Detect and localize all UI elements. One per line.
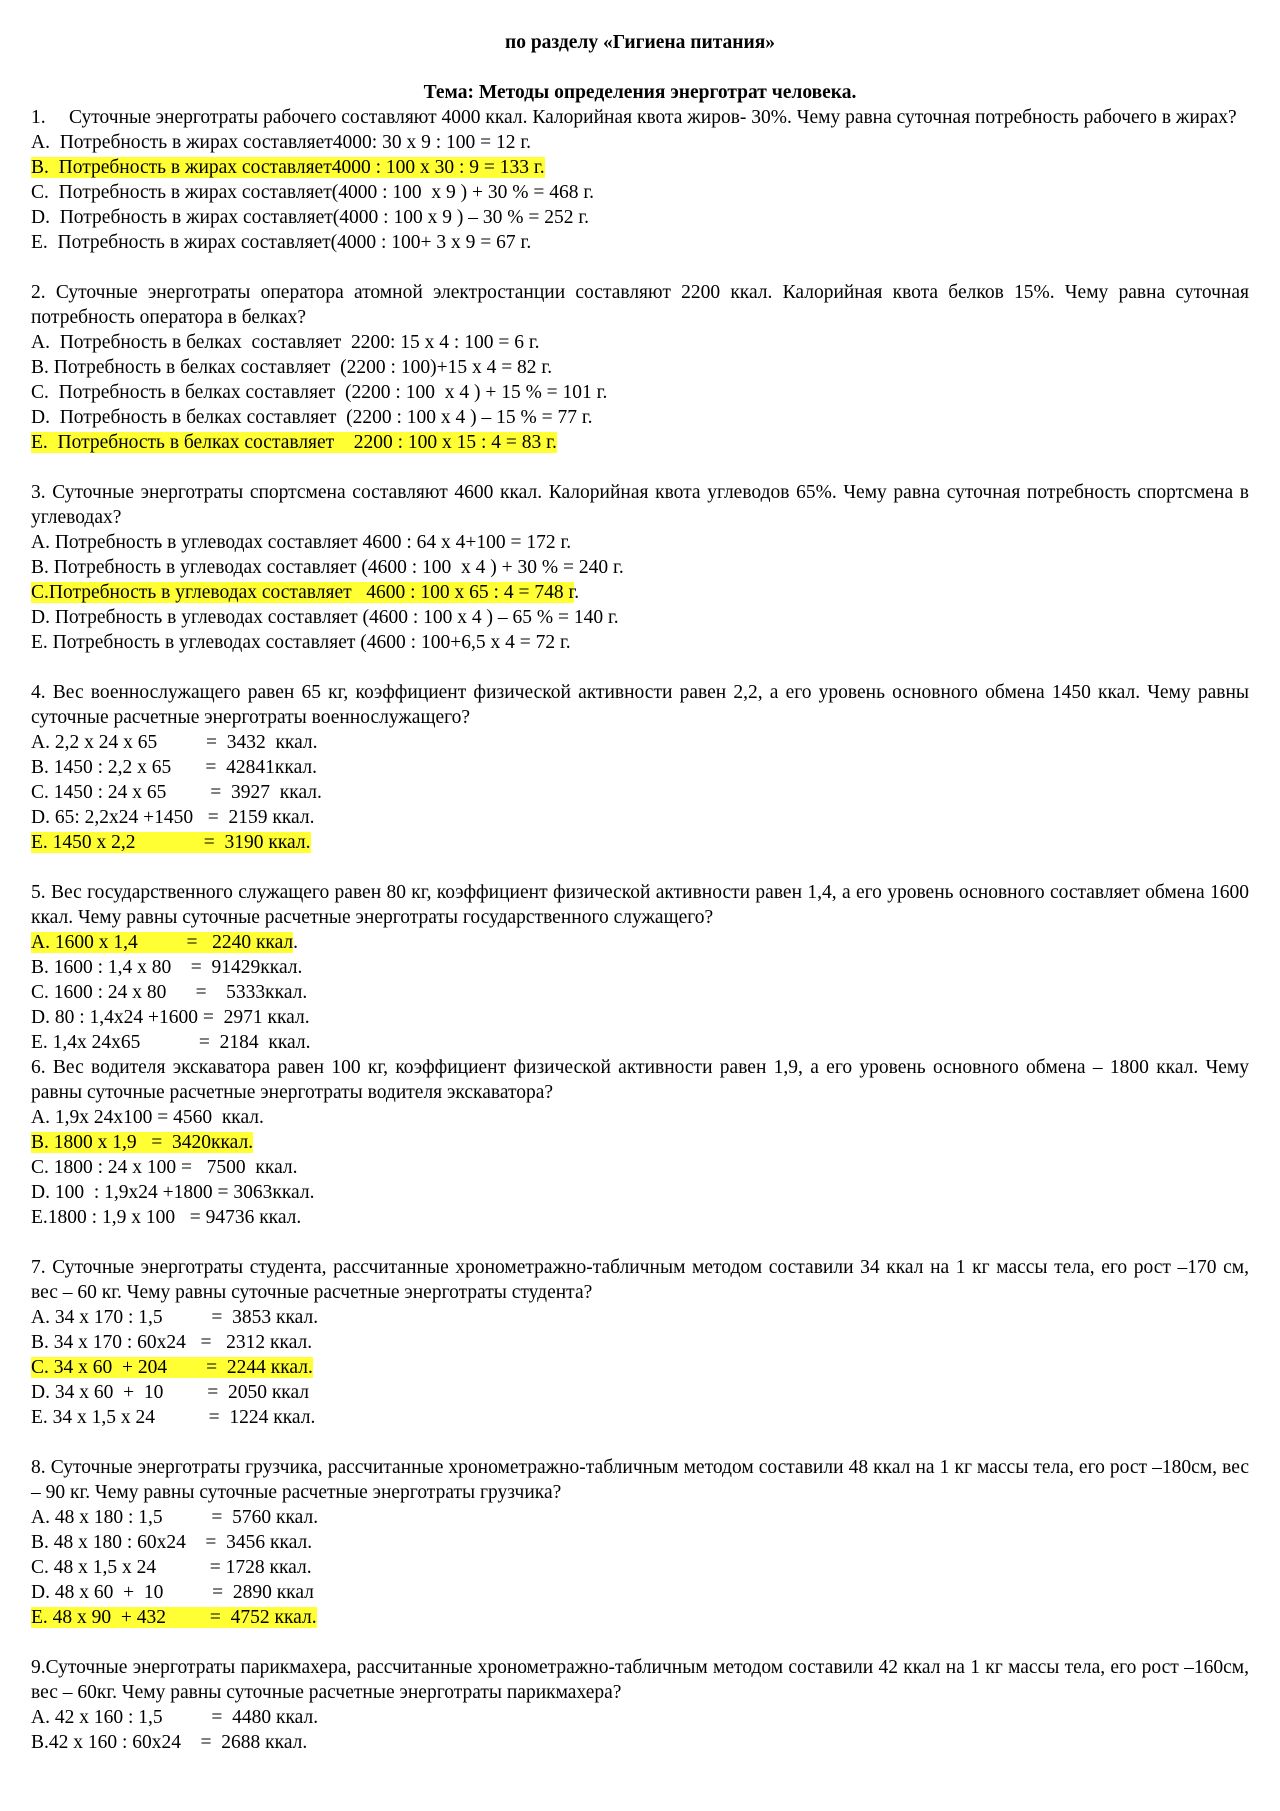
answer-text: A. 2,2 x 24 x 65 = 3432 ккал. [31,732,318,753]
answer-option [31,1555,1249,1580]
answer-text: E.1800 : 1,9 x 100 = 94736 ккал. [31,1207,302,1228]
correct-answer-text: B. 1800 x 1,9 = 3420ккал. [31,1132,254,1153]
question-list [31,105,1249,1755]
answer-text: D. 100 : 1,9x24 +1800 = 3063ккал. [31,1182,315,1203]
answer-option [31,730,1249,755]
answer-option [31,1130,1249,1155]
spacer [31,1230,1249,1255]
answer-option [31,205,1249,230]
spacer [31,1430,1249,1455]
section-title: по разделу «Гигиена питания» [504,32,776,53]
spacer [31,55,1249,80]
answer-text: C. Потребность в белках составляет (2200 : 100 x 4 ) + 15 % = 101 г. [31,382,608,403]
answer-text: D. 48 x 60 + 10 = 2890 ккал [31,1582,314,1603]
answer-option [31,605,1249,630]
answer-option [31,1705,1249,1730]
question-text: 6. Вес водителя экскаватора равен 100 кг, коэффициент физической активности равен 1,9, а его уровень основного обмена – 1800 ккал. Чему равны суточные расчетные энерготраты водителя экскаватора? [31,1057,1249,1103]
question-text: 2. Суточные энерготраты оператора атомной электростанции составляют 2200 ккал. Калорийная квота белков 15%. Чему равна суточная потребность оператора в белках? [31,282,1249,328]
question-block [31,1455,1249,1630]
spacer [31,655,1249,680]
answer-text: C. 1800 : 24 x 100 = 7500 ккал. [31,1157,298,1178]
answer-text: B. Потребность в углеводах составляет (4600 : 100 x 4 ) + 30 % = 240 г. [31,557,624,578]
answer-text: B. 1450 : 2,2 x 65 = 42841ккал. [31,757,318,778]
answer-text: E. Потребность в жирах составляет(4000 : 100+ 3 x 9 = 67 г. [31,232,532,253]
answer-option [31,330,1249,355]
question-number: 1. [31,107,46,128]
question-block [31,1255,1249,1430]
answer-text: A. Потребность в углеводах составляет 4600 : 64 x 4+100 = 172 г. [31,532,572,553]
correct-answer-text: E. 48 x 90 + 432 = 4752 ккал. [31,1607,317,1628]
answer-option [31,1330,1249,1355]
answer-option [31,1380,1249,1405]
answer-option [31,780,1249,805]
document-page [31,30,1249,1755]
answer-option [31,1180,1249,1205]
answer-option [31,955,1249,980]
answer-text: E. Потребность в углеводах составляет (4600 : 100+6,5 x 4 = 72 г. [31,632,571,653]
answer-text: D. 65: 2,2x24 +1450 = 2159 ккал. [31,807,315,828]
answer-option [31,355,1249,380]
answer-option [31,405,1249,430]
answer-option [31,180,1249,205]
answer-option [31,1730,1249,1755]
answer-option [31,1105,1249,1130]
question-body: Суточные энерготраты рабочего составляют 4000 ккал. Калорийная квота жиров- 30%. Чему равна суточная потребность рабочего в жирах? [69,107,1237,128]
answer-text: C. 48 x 1,5 x 24 = 1728 ккал. [31,1557,312,1578]
answer-option [31,1605,1249,1630]
question-block [31,105,1249,255]
answer-text: A. Потребность в белках составляет 2200: 15 x 4 : 100 = 6 г. [31,332,540,353]
answer-option [31,1505,1249,1530]
answer-option [31,1205,1249,1230]
question-text: 3. Суточные энерготраты спортсмена составляют 4600 ккал. Калорийная квота углеводов 65%. Чему равна суточная потребность спортсмена в углеводах? [31,482,1249,528]
answer-text: B. 1600 : 1,4 x 80 = 91429ккал. [31,957,303,978]
correct-answer-text: C.Потребность в углеводах составляет 4600 : 100 x 65 : 4 = 748 г [31,582,575,603]
question-block [31,280,1249,455]
question-block [31,680,1249,855]
answer-text: E. 34 x 1,5 x 24 = 1224 ккал. [31,1407,316,1428]
answer-text: D. Потребность в жирах составляет(4000 : 100 x 9 ) – 30 % = 252 г. [31,207,589,228]
answer-option [31,755,1249,780]
answer-option [31,930,1249,955]
answer-text: A. 34 x 170 : 1,5 = 3853 ккал. [31,1307,319,1328]
answer-text: C. 1600 : 24 x 80 = 5333ккал. [31,982,308,1003]
answer-option [31,1405,1249,1430]
answer-option [31,430,1249,455]
answer-option [31,1355,1249,1380]
answer-option [31,630,1249,655]
correct-answer-text: A. 1600 x 1,4 = 2240 ккал [31,932,294,953]
answer-option [31,805,1249,830]
answer-option [31,130,1249,155]
answer-suffix: . [574,582,580,603]
question-text [31,105,1249,130]
correct-answer-text: C. 34 x 60 + 204 = 2244 ккал. [31,1357,313,1378]
question-text: 7. Суточные энерготраты студента, рассчитанные хронометражно-табличным методом составили 34 ккал на 1 кг массы тела, его рост –170 см, вес – 60 кг. Чему равны суточные расчетные энерготраты студента? [31,1257,1249,1303]
question-text: 9.Суточные энерготраты парикмахера, рассчитанные хронометражно-табличным методом составили 42 ккал на 1 кг массы тела, его рост –160см, вес – 60кг. Чему равны суточные расчетные энерготраты парикмахера? [31,1657,1249,1703]
answer-text: A. Потребность в жирах составляет4000: 30 x 9 : 100 = 12 г. [31,132,532,153]
answer-text: E. 1,4x 24x65 = 2184 ккал. [31,1032,311,1053]
answer-option [31,1530,1249,1555]
answer-text: D. Потребность в углеводах составляет (4600 : 100 x 4 ) – 65 % = 140 г. [31,607,619,628]
answer-option [31,530,1249,555]
correct-answer-text: B. Потребность в жирах составляет4000 : 100 x 30 : 9 = 133 г. [31,157,545,178]
answer-option [31,380,1249,405]
answer-option [31,1155,1249,1180]
answer-text: D. 80 : 1,4x24 +1600 = 2971 ккал. [31,1007,310,1028]
answer-option [31,1030,1249,1055]
answer-option [31,230,1249,255]
answer-text: C. Потребность в жирах составляет(4000 : 100 x 9 ) + 30 % = 468 г. [31,182,595,203]
question-text: 4. Вес военнослужащего равен 65 кг, коэффициент физической активности равен 2,2, а его уровень основного обмена 1450 ккал. Чему равны суточные расчетные энерготраты военнослужащего? [31,682,1249,728]
question-block [31,1055,1249,1230]
question-block [31,880,1249,1055]
answer-text: B.42 x 160 : 60x24 = 2688 ккал. [31,1732,308,1753]
spacer [31,455,1249,480]
answer-option [31,155,1249,180]
answer-text: A. 42 x 160 : 1,5 = 4480 ккал. [31,1707,319,1728]
spacer [31,255,1249,280]
answer-text: C. 1450 : 24 x 65 = 3927 ккал. [31,782,322,803]
correct-answer-text: E. 1450 x 2,2 = 3190 ккал. [31,832,311,853]
answer-text: B. Потребность в белках составляет (2200 : 100)+15 x 4 = 82 г. [31,357,553,378]
question-text: 5. Вес государственного служащего равен 80 кг, коэффициент физической активности равен 1,4, а его уровень основного составляет обмена 1600 ккал. Чему равны суточные расчетные энерготраты государственного служащего? [31,882,1249,928]
answer-option [31,980,1249,1005]
question-block [31,480,1249,655]
answer-text: B. 48 x 180 : 60x24 = 3456 ккал. [31,1532,313,1553]
correct-answer-text: E. Потребность в белках составляет 2200 : 100 x 15 : 4 = 83 г. [31,432,557,453]
answer-text: D. Потребность в белках составляет (2200 : 100 x 4 ) – 15 % = 77 г. [31,407,593,428]
answer-option [31,555,1249,580]
answer-option [31,580,1249,605]
spacer [31,855,1249,880]
question-block [31,1655,1249,1755]
question-text: 8. Суточные энерготраты грузчика, рассчитанные хронометражно-табличным методом составили 48 ккал на 1 кг массы тела, его рост –180см, вес – 90 кг. Чему равны суточные расчетные энерготраты грузчика? [31,1457,1249,1503]
answer-suffix: . [293,932,299,953]
answer-text: D. 34 x 60 + 10 = 2050 ккал [31,1382,310,1403]
answer-text: A. 1,9x 24x100 = 4560 ккал. [31,1107,264,1128]
answer-option [31,1005,1249,1030]
answer-option [31,1305,1249,1330]
answer-text: B. 34 x 170 : 60x24 = 2312 ккал. [31,1332,313,1353]
topic-title: Тема: Методы определения энерготрат человека. [423,82,857,103]
answer-option [31,1580,1249,1605]
answer-option [31,830,1249,855]
answer-text: A. 48 x 180 : 1,5 = 5760 ккал. [31,1507,319,1528]
spacer [31,1630,1249,1655]
